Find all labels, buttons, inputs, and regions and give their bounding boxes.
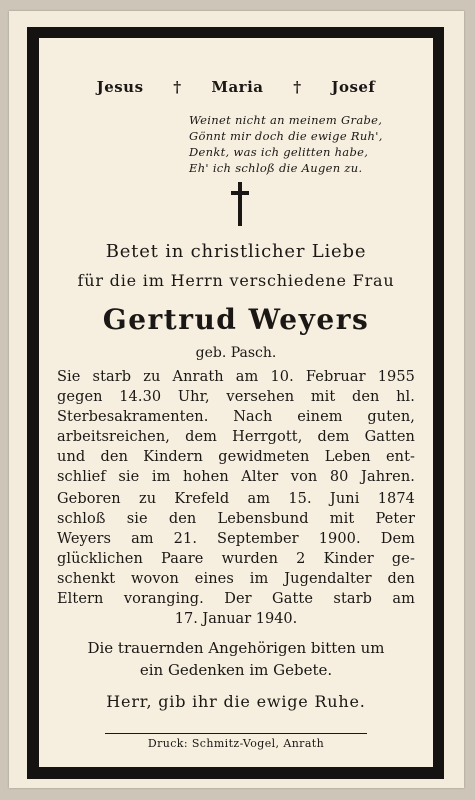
body-line: arbeitsreichen, dem Herrgott, dem Gatten	[57, 429, 415, 445]
body-line: Sterbesakramenten. Nach einem guten,	[57, 409, 415, 425]
verse-line: Denkt, was ich gelitten habe,	[189, 145, 369, 159]
header-josef: Josef	[331, 78, 376, 96]
verse-line: Weinet nicht an meinem Grabe,	[189, 113, 383, 127]
body-line: schenkt wovon eines im Jugendalter den	[57, 571, 415, 587]
printer-credit: Druck: Schmitz-Vogel, Anrath	[147, 737, 325, 750]
body-line: schlief sie im hohen Alter von 80 Jahren.	[57, 469, 415, 485]
cross-icon	[231, 182, 249, 226]
verse-line: Gönnt mir doch die ewige Ruh',	[189, 129, 383, 143]
divider-line	[105, 733, 367, 734]
body-line: und den Kindern gewidmeten Leben ent-	[57, 449, 415, 465]
maiden-name: geb. Pasch.	[195, 345, 277, 361]
body-line: glücklichen Paare wurden 2 Kinder ge-	[57, 551, 415, 567]
prayer-line-1: Betet in christlicher Liebe	[105, 241, 367, 262]
body-line: Sie starb zu Anrath am 10. Februar 1955	[57, 369, 415, 385]
body-line: Weyers am 21. September 1900. Dem	[57, 531, 415, 547]
body-line: schloß sie den Lebensbund mit Peter	[57, 511, 415, 527]
header-jesus: Jesus	[96, 78, 144, 96]
body-line: gegen 14.30 Uhr, versehen mit den hl.	[57, 389, 415, 405]
body-line-last: 17. Januar 1940.	[174, 611, 298, 627]
body-line: Eltern voranging. Der Gatte starb am	[57, 591, 415, 607]
small-cross-icon: †	[173, 78, 182, 96]
prayer-line-2: für die im Herrn verschiedene Frau	[77, 271, 395, 290]
eternal-rest-prayer: Herr, gib ihr die ewige Ruhe.	[106, 692, 366, 711]
closing-line-1: Die trauernden Angehörigen bitten um	[87, 639, 385, 657]
header-maria: Maria	[211, 78, 264, 96]
closing-line-2: ein Gedenken im Gebete.	[139, 661, 333, 679]
black-border-frame	[27, 27, 444, 779]
small-cross-icon: †	[293, 78, 302, 96]
verse-line: Eh' ich schloß die Augen zu.	[189, 161, 363, 175]
header-jesus-maria-josef	[39, 78, 433, 96]
deceased-name: Gertrud Weyers	[102, 303, 370, 336]
body-line: Geboren zu Krefeld am 15. Juni 1874	[57, 491, 415, 507]
